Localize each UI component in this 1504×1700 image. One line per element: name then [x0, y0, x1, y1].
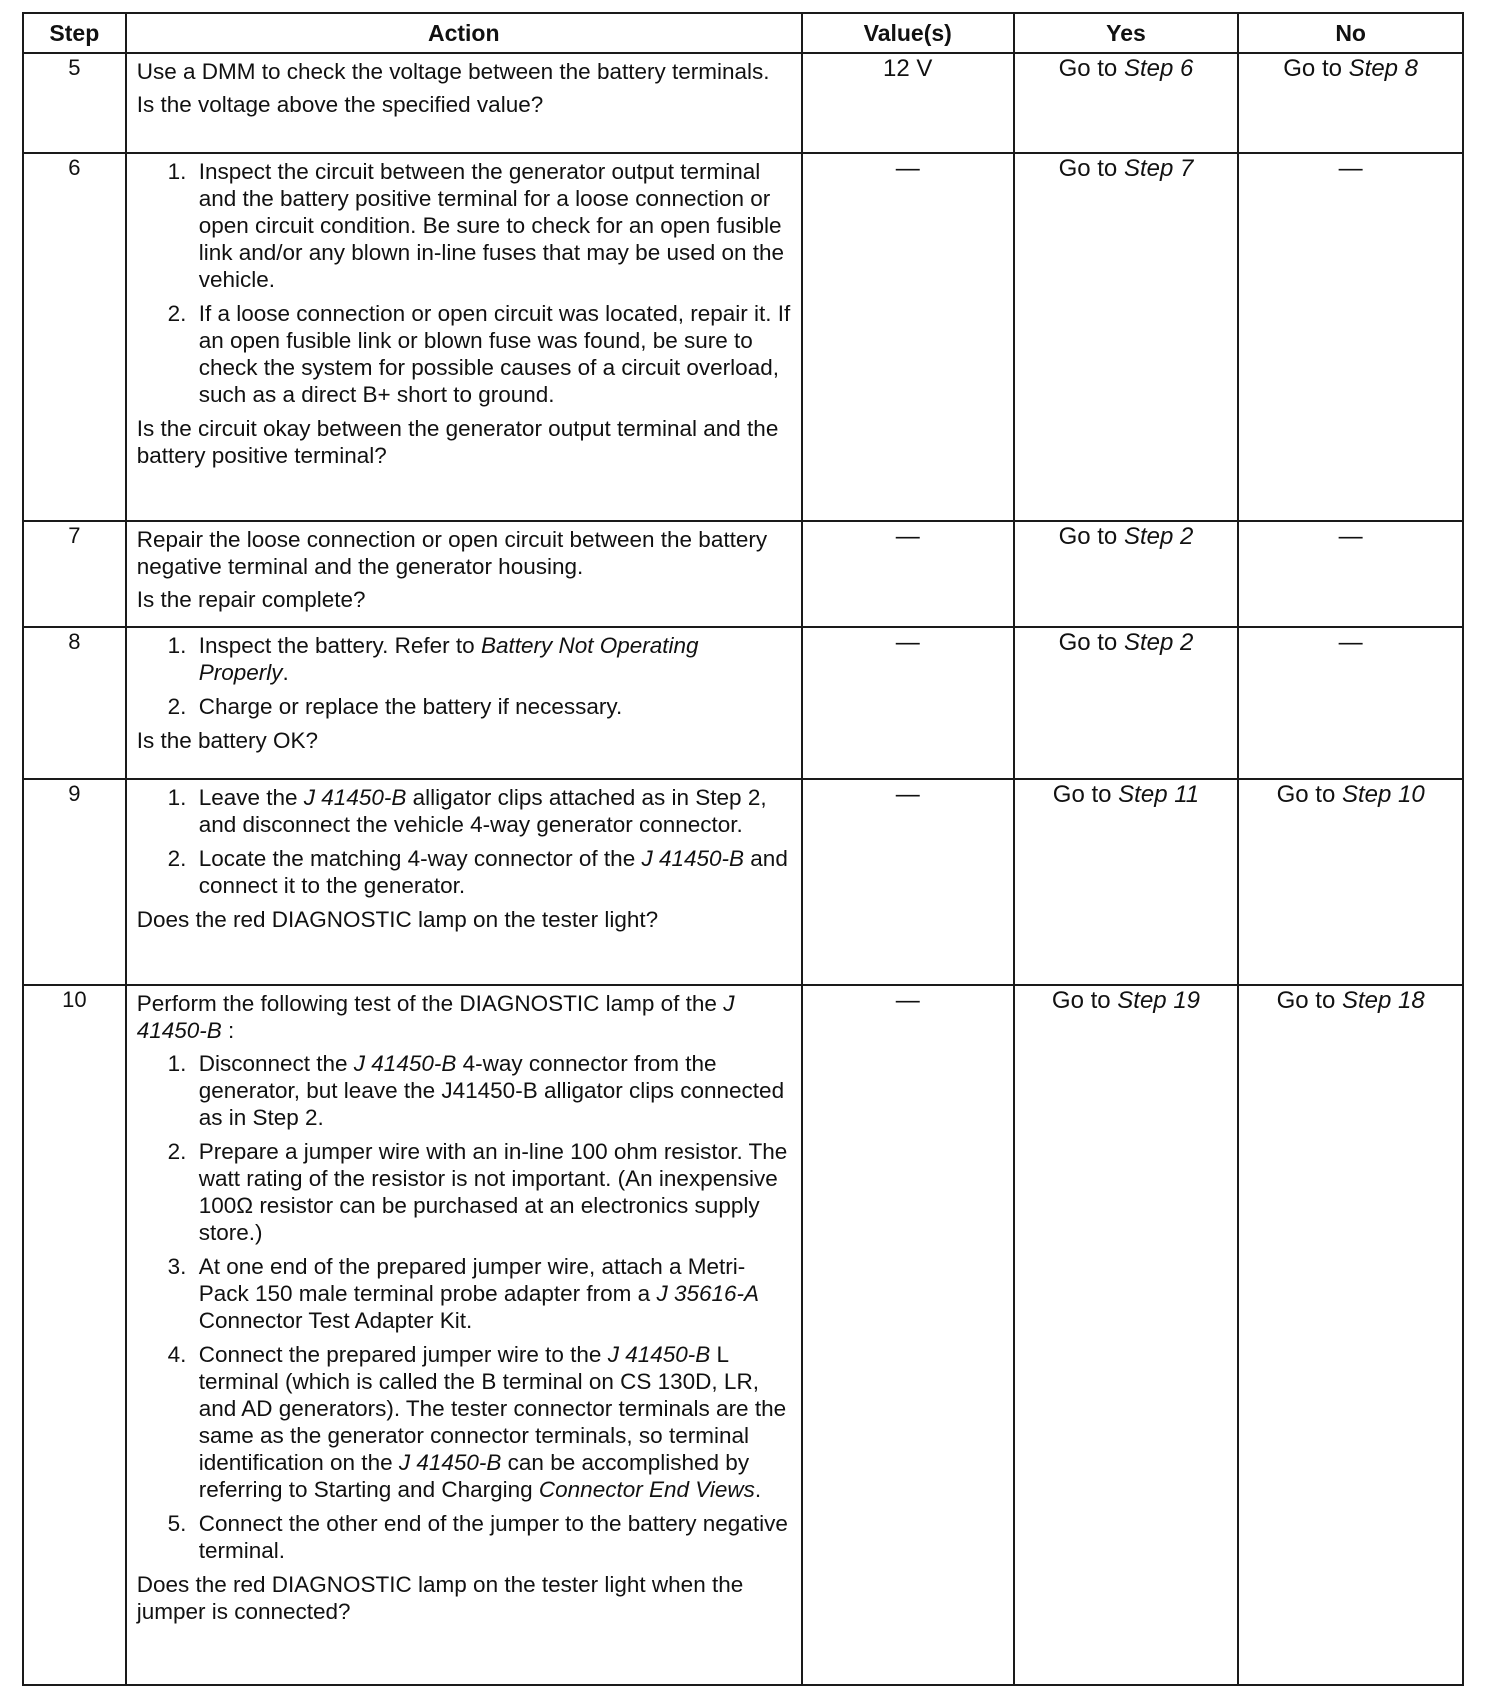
step-number: 6 [23, 153, 126, 521]
action-steps-list [137, 784, 793, 899]
manual-reference: Connector End Views [538, 1477, 755, 1502]
go-to-text: Go to [1058, 55, 1118, 82]
yes-cell [1014, 53, 1239, 153]
action-cell [126, 53, 802, 153]
tool-reference: J 41450-B [136, 991, 735, 1043]
list-item: 2. Prepare a jumper wire with an in-line 100 ohm resistor. The watt rating of the resistor is not important. (An inexpensive 100Ω resistor can be purchased at an electronics supply store.) [193, 1138, 793, 1246]
yes-step-ref: Step 11 [1118, 781, 1200, 808]
yes-cell [1014, 627, 1239, 779]
action-steps-list [137, 158, 793, 408]
go-to-text: Go to [1058, 523, 1118, 550]
no-cell: — [1238, 627, 1463, 779]
list-item: 5. Connect the other end of the jumper to the battery negative terminal. [193, 1510, 793, 1564]
list-item: 3. At one end of the prepared jumper wire, attach a Metri-Pack 150 male terminal probe adapter from a J 35616-A Connector Test Adapter Kit. [193, 1253, 793, 1334]
action-question: Is the circuit okay between the generator output terminal and the battery positive terminal? [136, 416, 779, 468]
action-question: Does the red DIAGNOSTIC lamp on the tester light? [136, 907, 659, 932]
tool-reference: J 41450-B [641, 846, 745, 871]
yes-cell [1014, 779, 1239, 985]
action-cell [126, 779, 802, 985]
action-steps-list [137, 1050, 793, 1564]
action-question: Is the voltage above the specified value? [136, 92, 544, 117]
action-text: Use a DMM to check the voltage between the battery terminals. [136, 59, 770, 84]
go-to-text: Go to [1058, 629, 1118, 656]
manual-reference: Battery Not Operating Properly [198, 633, 699, 685]
header-values: Value(s) [802, 13, 1014, 53]
list-item: 1. Inspect the battery. Refer to Battery Not Operating Properly. [193, 632, 793, 686]
value-cell: 12 V [802, 53, 1014, 153]
tool-reference: J 41450-B [607, 1342, 711, 1367]
action-cell [126, 521, 802, 627]
action-question: Is the repair complete? [136, 587, 366, 612]
list-item: 2. Charge or replace the battery if necessary. [193, 693, 793, 720]
action-cell [126, 985, 802, 1685]
step-number: 7 [23, 521, 126, 627]
value-cell: — [802, 779, 1014, 985]
tool-reference: J 41450-B [398, 1450, 502, 1475]
action-text: Repair the loose connection or open circuit between the battery negative terminal and the generator housing. [136, 527, 768, 579]
header-yes: Yes [1014, 13, 1239, 53]
go-to-text: Go to [1276, 987, 1336, 1014]
header-row [23, 13, 1463, 53]
action-text: Perform the following test of the DIAGNOSTIC lamp of the J 41450-B : [136, 991, 735, 1043]
tool-reference: J 35616-A [656, 1281, 760, 1306]
step-number: 9 [23, 779, 126, 985]
no-cell [1238, 53, 1463, 153]
action-cell [126, 153, 802, 521]
action-question: Is the battery OK? [136, 728, 319, 753]
table-row-step-7 [23, 521, 1463, 627]
header-step: Step [23, 13, 126, 53]
table-row-step-9 [23, 779, 1463, 985]
go-to-text: Go to [1058, 155, 1118, 182]
step-number: 10 [23, 985, 126, 1685]
go-to-text: Go to [1276, 781, 1336, 808]
yes-step-ref: Step 7 [1123, 155, 1194, 182]
yes-step-ref: Step 2 [1123, 523, 1194, 550]
no-step-ref: Step 8 [1348, 55, 1419, 82]
no-cell: — [1238, 153, 1463, 521]
go-to-text: Go to [1052, 781, 1112, 808]
step-number: 8 [23, 627, 126, 779]
action-cell [126, 627, 802, 779]
no-cell [1238, 779, 1463, 985]
list-item: 2. If a loose connection or open circuit was located, repair it. If an open fusible link or blown fuse was found, be sure to check the system for possible causes of a circuit overload, such as a direct B+ short to ground. [193, 300, 793, 408]
no-step-ref: Step 18 [1341, 987, 1425, 1014]
list-item: 4. Connect the prepared jumper wire to the J 41450-B L terminal (which is called the B terminal on CS 130D, LR, and AD generators). The tester connector terminals are the same as the generator connector terminals, so terminal identification on the J 41450-B can be accomplished by referring to Starting and Charging Connector End Views. [193, 1341, 793, 1503]
step-number: 5 [23, 53, 126, 153]
action-question: Does the red DIAGNOSTIC lamp on the tester light when the jumper is connected? [136, 1572, 744, 1624]
go-to-text: Go to [1051, 987, 1111, 1014]
value-cell: — [802, 153, 1014, 521]
yes-cell [1014, 153, 1239, 521]
header-no: No [1238, 13, 1463, 53]
yes-cell [1014, 521, 1239, 627]
value-cell: — [802, 985, 1014, 1685]
yes-step-ref: Step 19 [1117, 987, 1201, 1014]
tool-reference: J 41450-B [303, 785, 407, 810]
table-row-step-8 [23, 627, 1463, 779]
no-cell: — [1238, 521, 1463, 627]
yes-step-ref: Step 6 [1123, 55, 1194, 82]
table-row-step-10 [23, 985, 1463, 1685]
list-item: 2. Locate the matching 4-way connector of the J 41450-B and connect it to the generator. [193, 845, 793, 899]
go-to-text: Go to [1283, 55, 1342, 82]
tool-reference: J 41450-B [353, 1051, 457, 1076]
no-step-ref: Step 10 [1341, 781, 1425, 808]
value-cell: — [802, 521, 1014, 627]
yes-cell [1014, 985, 1239, 1685]
yes-step-ref: Step 2 [1123, 629, 1194, 656]
value-cell: — [802, 627, 1014, 779]
table-row-step-6 [23, 153, 1463, 521]
no-cell [1238, 985, 1463, 1685]
list-item: 1. Inspect the circuit between the generator output terminal and the battery positive terminal for a loose connection or open circuit condition. Be sure to check for an open fusible link and/or any blown in-line fuses that may be used on the vehicle. [193, 158, 793, 293]
action-steps-list [137, 632, 793, 720]
header-action: Action [126, 13, 802, 53]
diagnostic-table [22, 12, 1464, 1686]
table-row-step-5 [23, 53, 1463, 153]
list-item: 1. Leave the J 41450-B alligator clips attached as in Step 2, and disconnect the vehicle 4-way generator connector. [193, 784, 793, 838]
list-item: 1. Disconnect the J 41450-B 4-way connector from the generator, but leave the J41450-B alligator clips connected as in Step 2. [193, 1050, 793, 1131]
